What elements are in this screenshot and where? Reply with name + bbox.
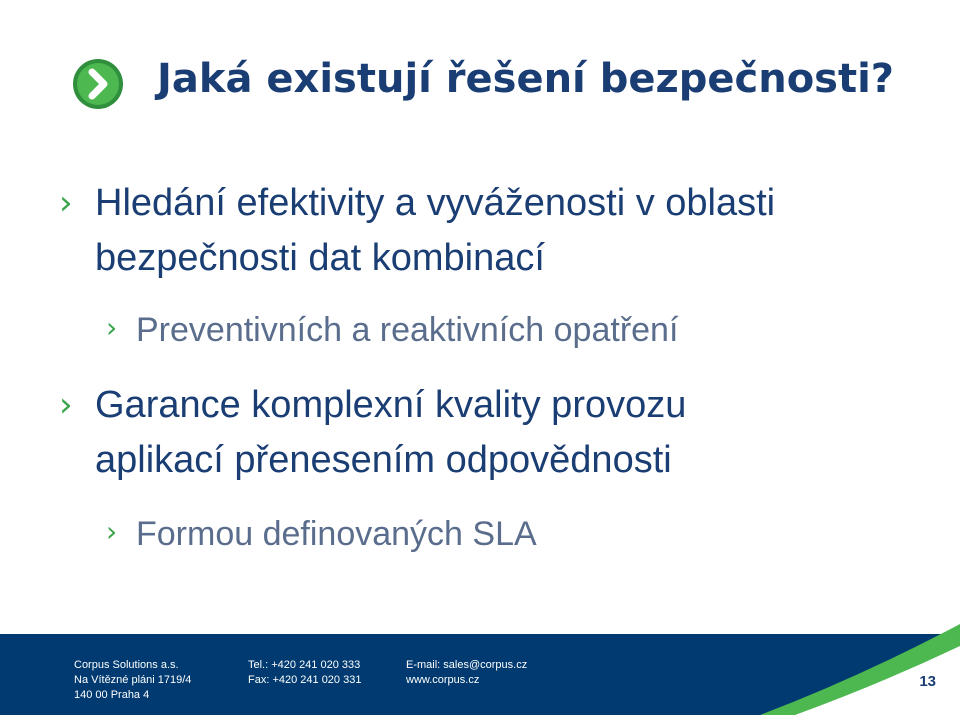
bullet-text: Garance komplexní kvality provozu xyxy=(95,384,687,426)
footer-email: E-mail: sales@corpus.cz xyxy=(406,659,528,671)
footer-company: Corpus Solutions a.s. xyxy=(74,659,179,671)
footer-tel: Tel.: +420 241 020 333 xyxy=(248,659,361,671)
chevron-right-icon: › xyxy=(59,183,73,223)
bullet-text: bezpečnosti dat kombinací xyxy=(95,237,545,279)
bullet-level2 xyxy=(106,308,679,352)
bullet-text: aplikací přenesením odpovědnosti xyxy=(95,439,672,481)
chevron-right-icon: › xyxy=(59,385,73,425)
bullet-level2 xyxy=(106,512,537,556)
bullet-level1 xyxy=(59,378,687,488)
footer-web: www.corpus.cz xyxy=(406,674,480,686)
footer-street: Na Vítězné pláni 1719/4 xyxy=(74,674,192,686)
footer-fax: Fax: +420 241 020 331 xyxy=(248,674,362,686)
footer-bar xyxy=(0,622,960,715)
chevron-right-icon: › xyxy=(106,311,118,344)
bullet-text: Formou definovaných SLA xyxy=(136,515,537,553)
bullet-text: Preventivních a reaktivních opatření xyxy=(136,311,679,349)
bullet-text: Hledání efektivity a vyváženosti v oblasti xyxy=(95,182,776,224)
slide-title: Jaká existují řešení bezpečnosti? xyxy=(157,56,895,102)
bullet-level1 xyxy=(59,176,776,286)
chevron-right-icon: › xyxy=(106,515,118,548)
page-number: 13 xyxy=(919,673,936,690)
chevron-right-circle-icon xyxy=(72,58,124,110)
footer-city: 140 00 Praha 4 xyxy=(74,689,150,701)
